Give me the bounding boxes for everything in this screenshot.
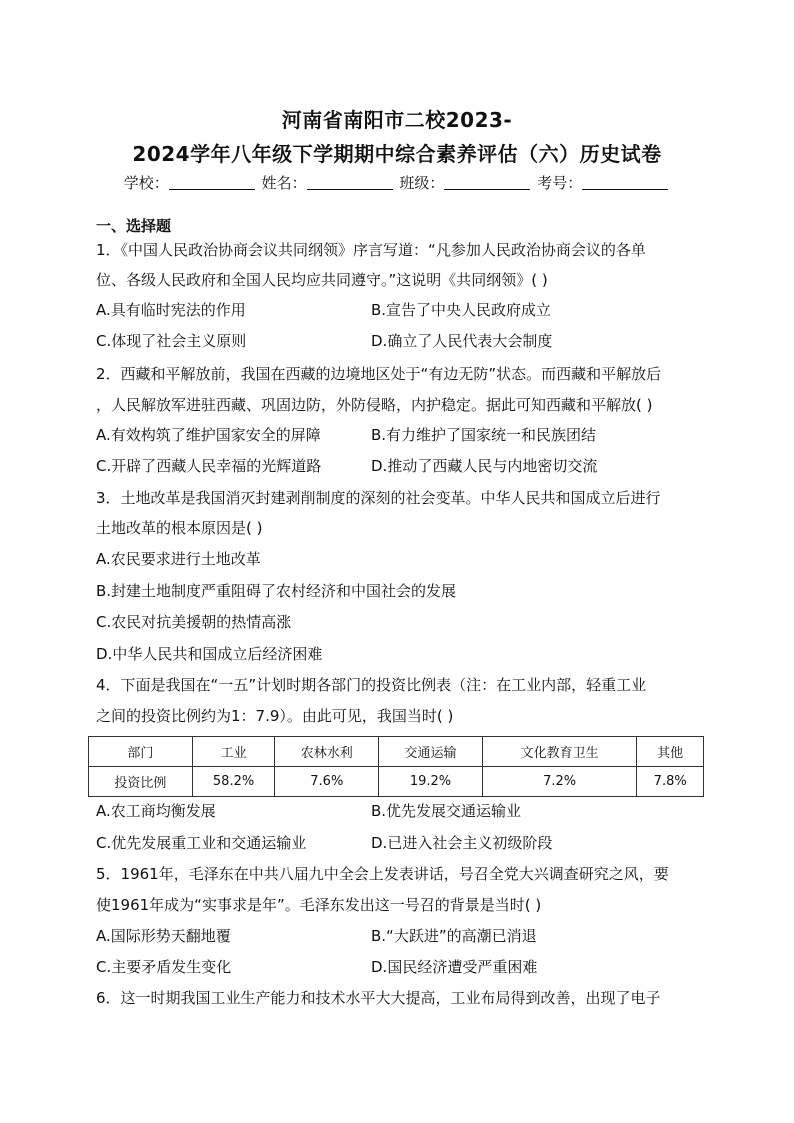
q5-stem-line-2: 使1961年成为“实事求是年”。毛泽东发出这一号召的背景是当时( ) — [96, 896, 542, 914]
q5-option-b[interactable]: B.“大跃进”的高潮已消退 — [371, 927, 537, 945]
q6-stem-line-1: 6．这一时期我国工业生产能力和技术水平大大提高，工业布局得到改善，出现了电子 — [96, 989, 661, 1007]
q3-option-d[interactable]: D.中华人民共和国成立后经济困难 — [96, 645, 323, 663]
student-info-row — [0, 172, 794, 193]
school-label: 学校： — [123, 174, 169, 192]
table-cell: 7.6% — [275, 767, 379, 797]
q3-option-b[interactable]: B.封建土地制度严重阻碍了农村经济和中国社会的发展 — [96, 582, 457, 600]
exam-title-line-2: 2024学年八年级下学期期中综合素养评估（六）历史试卷 — [132, 142, 662, 166]
class-label: 班级： — [399, 174, 445, 192]
q2-option-a[interactable]: A.有效构筑了维护国家安全的屏障 — [96, 426, 321, 444]
table-cell: 7.2% — [482, 767, 637, 797]
table-header-cell: 农林水利 — [275, 737, 379, 767]
exam-number-label: 考号： — [537, 174, 583, 192]
table-cell: 投资比例 — [89, 767, 193, 797]
q3-option-c[interactable]: C.农民对抗美援朝的热情高涨 — [96, 613, 292, 631]
table-cell: 7.8% — [637, 767, 704, 797]
class-blank[interactable] — [444, 175, 530, 190]
table-cell: 58.2% — [192, 767, 275, 797]
q1-stem-line-2: 位、各级人民政府和全国人民均应共同遵守。”这说明《共同纲领》( ) — [96, 271, 548, 289]
q2-option-b[interactable]: B.有力维护了国家统一和民族团结 — [371, 426, 597, 444]
name-blank[interactable] — [307, 175, 393, 190]
q5-stem-line-1: 5．1961年，毛泽东在中共八届九中全会上发表讲话，号召全党大兴调查研究之风，要 — [96, 865, 669, 883]
q4-option-d[interactable]: D.已进入社会主义初级阶段 — [371, 834, 553, 852]
q4-option-a[interactable]: A.农工商均衡发展 — [96, 802, 216, 820]
q2-stem-line-2: ，人民解放军进驻西藏、巩固边防，外防侵略，内护稳定。据此可知西藏和平解放( ) — [96, 396, 653, 414]
q1-option-c[interactable]: C.体现了社会主义原则 — [96, 332, 247, 350]
q3-option-a[interactable]: A.农民要求进行土地改革 — [96, 550, 261, 568]
q2-option-d[interactable]: D.推动了西藏人民与内地密切交流 — [371, 457, 598, 475]
name-label: 姓名： — [261, 174, 307, 192]
table-header-cell: 工业 — [192, 737, 275, 767]
q4-stem-line-2: 之间的投资比例约为1：7.9）。由此可见，我国当时( ) — [96, 707, 454, 725]
table-row — [89, 767, 704, 797]
section-title: 一、选择题 — [96, 217, 172, 235]
q1-stem-line-1: 1．《中国人民政治协商会议共同纲领》序言写道：“凡参加人民政治协商会议的各单 — [96, 241, 646, 259]
q5-option-c[interactable]: C.主要矛盾发生变化 — [96, 958, 232, 976]
q5-option-d[interactable]: D.国民经济遭受严重困难 — [371, 958, 538, 976]
q3-stem-line-2: 土地改革的根本原因是( ) — [96, 519, 263, 537]
table-cell: 19.2% — [379, 767, 483, 797]
q4-option-c[interactable]: C.优先发展重工业和交通运输业 — [96, 834, 307, 852]
q4-option-b[interactable]: B.优先发展交通运输业 — [371, 802, 522, 820]
q4-stem-line-1: 4．下面是我国在“一五”计划时期各部门的投资比例表（注：在工业内部，轻重工业 — [96, 676, 647, 694]
q1-option-a[interactable]: A.具有临时宪法的作用 — [96, 301, 246, 319]
q1-option-b[interactable]: B.宣告了中央人民政府成立 — [371, 301, 552, 319]
school-blank[interactable] — [169, 175, 255, 190]
investment-table — [88, 736, 704, 797]
table-header-cell: 交通运输 — [379, 737, 483, 767]
table-header-cell: 其他 — [637, 737, 704, 767]
q5-option-a[interactable]: A.国际形势天翻地覆 — [96, 927, 231, 945]
q1-option-d[interactable]: D.确立了人民代表大会制度 — [371, 332, 553, 350]
q3-stem-line-1: 3．土地改革是我国消灭封建剥削制度的深刻的社会变革。中华人民共和国成立后进行 — [96, 489, 661, 507]
q2-stem-line-1: 2．西藏和平解放前，我国在西藏的边境地区处于“有边无防”状态。而西藏和平解放后 — [96, 365, 662, 383]
table-header-cell: 文化教育卫生 — [482, 737, 637, 767]
exam-number-blank[interactable] — [582, 175, 668, 190]
q2-option-c[interactable]: C.开辟了西藏人民幸福的光辉道路 — [96, 457, 322, 475]
table-header-row — [89, 737, 704, 767]
exam-title-line-1: 河南省南阳市二校2023- — [281, 108, 513, 132]
table-header-cell: 部门 — [89, 737, 193, 767]
